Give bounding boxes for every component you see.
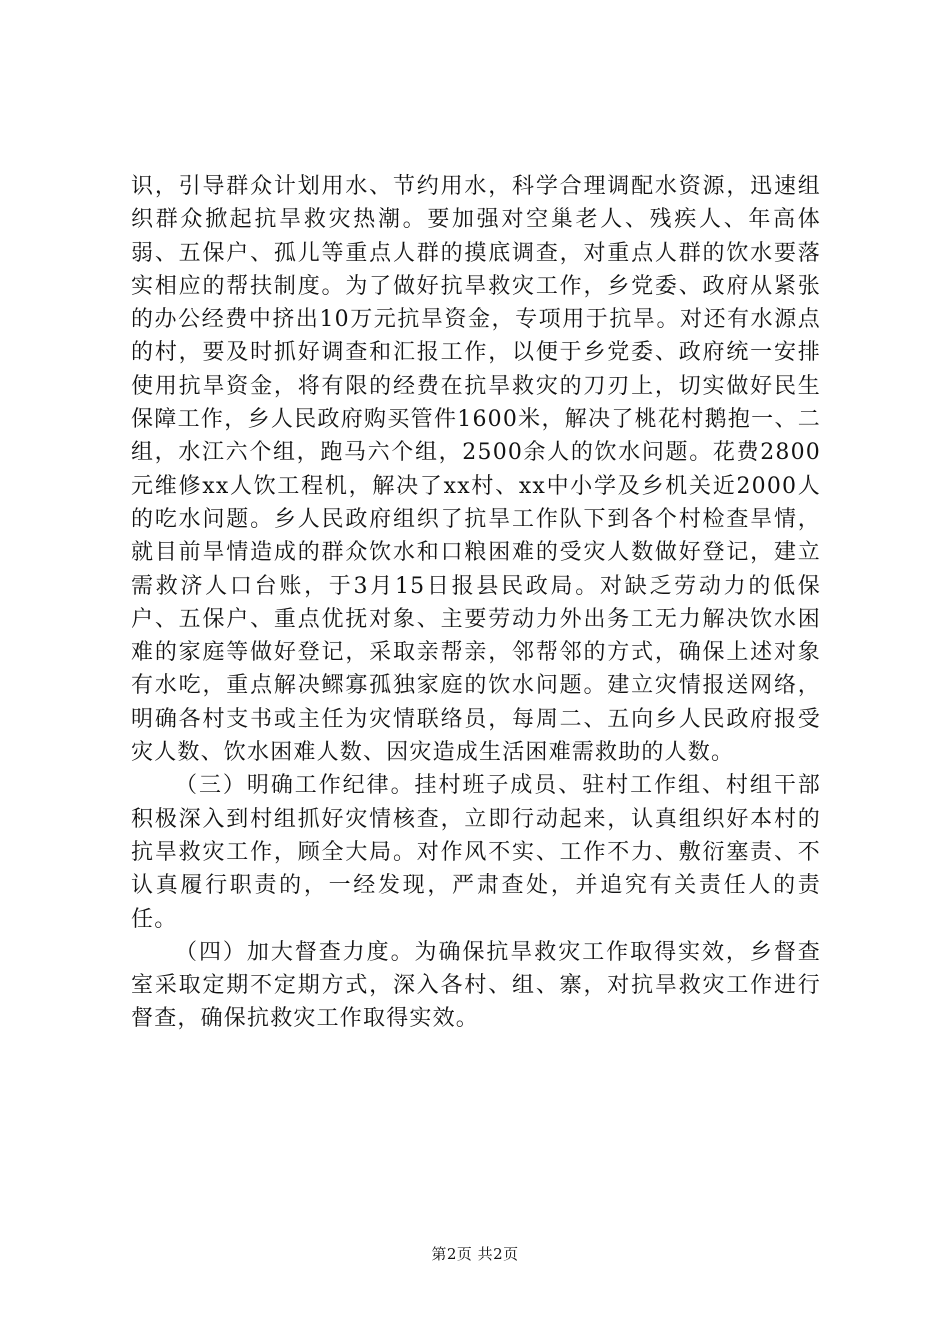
paragraph-work-discipline: （三）明确工作纪律。挂村班子成员、驻村工作组、村组干部积极深入到村组抓好灾情核查，立即行动起来，认真组织好本村的抗旱救灾工作，顾全大局。对作风不实、工作不力、敷衍塞责、不认真履行职责的，一经发现，严肃查处，并追究有关责任人的责任。 — [131, 773, 821, 932]
page-footer: 第2页 共2页 — [431, 1245, 519, 1263]
paragraph-supervision: （四）加大督查力度。为确保抗旱救灾工作取得实效，乡督查室采取定期不定期方式，深入各村、组、寨，对抗旱救灾工作进行督查，确保抗救灾工作取得实效。 — [131, 939, 821, 1032]
document-body — [131, 170, 821, 1036]
paragraph-continued: 识，引导群众计划用水、节约用水，科学合理调配水资源，迅速组织群众掀起抗旱救灾热潮。要加强对空巢老人、残疾人、年高体弱、五保户、孤儿等重点人群的摸底调查，对重点人群的饮水要落实相应的帮扶制度。为了做好抗旱救灾工作，乡党委、政府从紧张的办公经费中挤出10万元抗旱资金，专项用于抗旱。对还有水源点的村，要及时抓好调查和汇报工作，以便于乡党委、政府统一安排使用抗旱资金，将有限的经费在抗旱救灾的刀刃上，切实做好民生保障工作，乡人民政府购买管件1600米，解决了桃花村鹅抱一、二组，水江六个组，跑马六个组，2500余人的饮水问题。花费2800元维修xx人饮工程机，解决了xx村、xx中小学及乡机关近2000人的吃水问题。乡人民政府组织了抗旱工作队下到各个村检查旱情，就目前旱情造成的群众饮水和口粮困难的受灾人数做好登记，建立需救济人口台账，于3月15日报县民政局。对缺乏劳动力的低保户、五保户、重点优抚对象、主要劳动力外出务工无力解决饮水困难的家庭等做好登记，采取亲帮亲，邻帮邻的方式，确保上述对象有水吃，重点解决鳏寡孤独家庭的饮水问题。建立灾情报送网络，明确各村支书或主任为灾情联络员，每周二、五向乡人民政府报受灾人数、饮水困难人数、因灾造成生活困难需救助的人数。 — [131, 174, 821, 766]
